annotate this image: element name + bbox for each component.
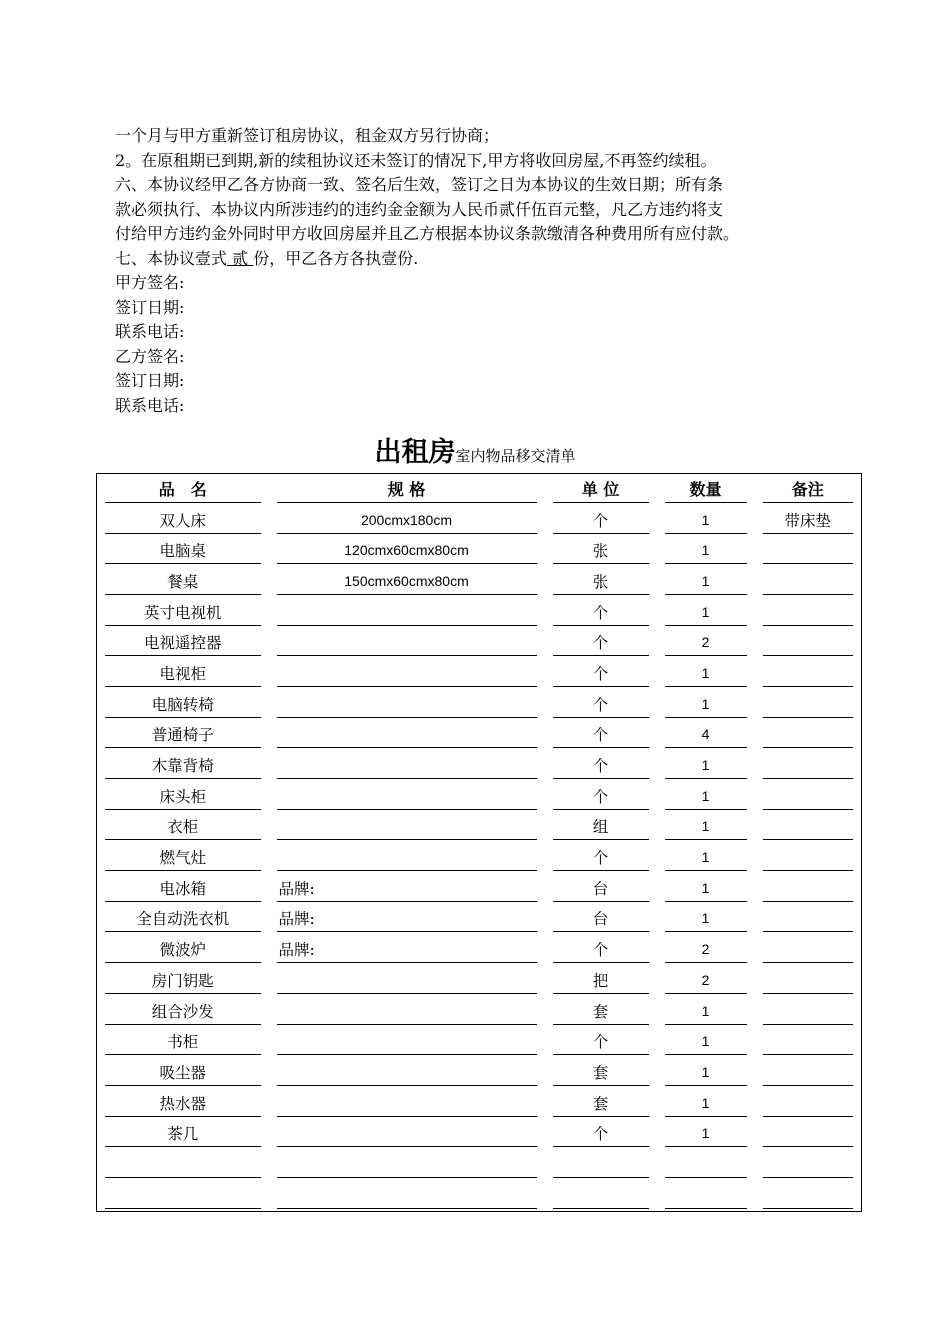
table-row xyxy=(97,627,862,658)
item-spec xyxy=(269,842,545,873)
table-row xyxy=(97,750,862,781)
table-row xyxy=(97,535,862,566)
title-sub: 室内物品移交清单 xyxy=(455,447,576,465)
item-qty: 1 xyxy=(657,535,755,566)
item-spec xyxy=(269,1180,545,1211)
item-note xyxy=(755,1118,862,1149)
item-name: 热水器 xyxy=(97,1088,269,1119)
text-line: 付给甲方违约金外同时甲方收回房屋并且乙方根据本协议条款缴清各种费用所有应付款。 xyxy=(115,224,740,243)
item-unit xyxy=(545,1149,657,1180)
table-row xyxy=(97,842,862,873)
item-spec: 品牌: xyxy=(269,904,545,935)
item-note xyxy=(755,627,862,658)
table-row xyxy=(97,904,862,935)
party-a-date-label: 签订日期: xyxy=(115,297,185,317)
item-name: 普通椅子 xyxy=(97,720,269,751)
item-name: 电脑转椅 xyxy=(97,689,269,720)
item-note xyxy=(755,1149,862,1180)
item-unit: 台 xyxy=(545,904,657,935)
item-unit: 个 xyxy=(545,1118,657,1149)
item-note xyxy=(755,781,862,812)
item-note xyxy=(755,934,862,965)
item-spec: 150cmx60cmx80cm xyxy=(269,566,545,597)
item-qty: 1 xyxy=(657,505,755,536)
table-row xyxy=(97,781,862,812)
item-name: 电冰箱 xyxy=(97,873,269,904)
item-unit: 个 xyxy=(545,781,657,812)
item-unit: 个 xyxy=(545,505,657,536)
item-unit: 张 xyxy=(545,566,657,597)
item-name: 组合沙发 xyxy=(97,996,269,1027)
item-note xyxy=(755,904,862,935)
item-note xyxy=(755,996,862,1027)
inventory-table xyxy=(96,473,862,1212)
table-row xyxy=(97,1057,862,1088)
table-row xyxy=(97,1118,862,1149)
table-row xyxy=(97,1026,862,1057)
party-b-phone-label: 联系电话: xyxy=(115,395,185,415)
table-row xyxy=(97,689,862,720)
item-note xyxy=(755,1026,862,1057)
item-name: 房门钥匙 xyxy=(97,965,269,996)
item-name: 燃气灶 xyxy=(97,842,269,873)
item-qty: 1 xyxy=(657,904,755,935)
item-name: 茶几 xyxy=(97,1118,269,1149)
item-spec xyxy=(269,1118,545,1149)
item-note xyxy=(755,566,862,597)
table-row xyxy=(97,597,862,628)
item-unit: 个 xyxy=(545,720,657,751)
item-qty: 1 xyxy=(657,566,755,597)
item-spec xyxy=(269,812,545,843)
table-row xyxy=(97,873,862,904)
item-unit: 个 xyxy=(545,1026,657,1057)
item-unit: 把 xyxy=(545,965,657,996)
item-name: 衣柜 xyxy=(97,812,269,843)
item-note xyxy=(755,658,862,689)
item-unit: 台 xyxy=(545,873,657,904)
item-spec xyxy=(269,1057,545,1088)
item-note: 带床垫 xyxy=(755,505,862,536)
item-name: 双人床 xyxy=(97,505,269,536)
inventory-body xyxy=(97,505,862,1211)
header-name: 品 名 xyxy=(97,474,269,505)
item-unit: 个 xyxy=(545,597,657,628)
item-qty: 1 xyxy=(657,842,755,873)
item-qty: 1 xyxy=(657,750,755,781)
item-spec xyxy=(269,781,545,812)
item-unit: 个 xyxy=(545,689,657,720)
item-qty: 1 xyxy=(657,597,755,628)
item-unit: 个 xyxy=(545,934,657,965)
text-line: 一个月与甲方重新签订租房协议，租金双方另行协商； xyxy=(115,126,500,145)
item-unit: 套 xyxy=(545,996,657,1027)
item-qty: 1 xyxy=(657,689,755,720)
item-spec xyxy=(269,1088,545,1119)
item-qty: 2 xyxy=(657,934,755,965)
item-note xyxy=(755,965,862,996)
item-note xyxy=(755,750,862,781)
item-spec xyxy=(269,689,545,720)
table-row xyxy=(97,965,862,996)
item-spec xyxy=(269,597,545,628)
item-name xyxy=(97,1180,269,1211)
item-spec xyxy=(269,965,545,996)
item-qty xyxy=(657,1180,755,1211)
item-unit: 个 xyxy=(545,658,657,689)
copies-prefix: 七、本协议壹式 xyxy=(115,248,228,268)
item-unit: 组 xyxy=(545,812,657,843)
item-note xyxy=(755,720,862,751)
item-note xyxy=(755,1180,862,1211)
item-qty xyxy=(657,1149,755,1180)
table-row xyxy=(97,996,862,1027)
header-unit: 单 位 xyxy=(545,474,657,505)
copies-suffix: 份，甲乙各方各执壹份. xyxy=(253,248,419,268)
item-note xyxy=(755,1088,862,1119)
header-note: 备注 xyxy=(755,474,862,505)
inventory-title xyxy=(0,430,950,469)
header-spec: 规 格 xyxy=(269,474,545,505)
table-row xyxy=(97,1088,862,1119)
table-header-row xyxy=(97,474,862,505)
item-spec xyxy=(269,1026,545,1057)
text-line: 2。在原租期已到期,新的续租协议还未签订的情况下,甲方将收回房屋,不再签约续租。 xyxy=(115,150,717,170)
item-name: 餐桌 xyxy=(97,566,269,597)
item-spec: 200cmx180cm xyxy=(269,505,545,536)
copies-line xyxy=(115,247,855,272)
table-row xyxy=(97,1180,862,1211)
item-unit: 个 xyxy=(545,627,657,658)
table-row xyxy=(97,934,862,965)
item-spec xyxy=(269,996,545,1027)
agreement-text xyxy=(115,124,855,418)
item-name: 电视遥控器 xyxy=(97,627,269,658)
item-qty: 1 xyxy=(657,1088,755,1119)
item-qty: 1 xyxy=(657,1057,755,1088)
table-row xyxy=(97,720,862,751)
item-unit xyxy=(545,1180,657,1211)
item-qty: 1 xyxy=(657,873,755,904)
item-spec xyxy=(269,658,545,689)
item-note xyxy=(755,597,862,628)
item-name: 微波炉 xyxy=(97,934,269,965)
item-name: 吸尘器 xyxy=(97,1057,269,1088)
item-name: 电视柜 xyxy=(97,658,269,689)
item-qty: 1 xyxy=(657,1026,755,1057)
item-qty: 1 xyxy=(657,812,755,843)
item-qty: 1 xyxy=(657,996,755,1027)
item-unit: 个 xyxy=(545,750,657,781)
party-a-phone-label: 联系电话: xyxy=(115,322,185,341)
item-name: 电脑桌 xyxy=(97,535,269,566)
item-qty: 2 xyxy=(657,965,755,996)
item-note xyxy=(755,873,862,904)
table-row xyxy=(97,658,862,689)
item-qty: 2 xyxy=(657,627,755,658)
item-name: 木靠背椅 xyxy=(97,750,269,781)
item-name: 英寸电视机 xyxy=(97,597,269,628)
item-unit: 套 xyxy=(545,1057,657,1088)
item-spec xyxy=(269,720,545,751)
text-line: 款必须执行、本协议内所涉违约的违约金金额为人民币贰仟伍百元整，凡乙方违约将支 xyxy=(115,199,724,219)
item-note xyxy=(755,1057,862,1088)
table-row xyxy=(97,812,862,843)
item-note xyxy=(755,535,862,566)
item-note xyxy=(755,689,862,720)
copies-count: 贰 xyxy=(227,248,254,268)
item-unit: 套 xyxy=(545,1088,657,1119)
item-name xyxy=(97,1149,269,1180)
item-unit: 个 xyxy=(545,842,657,873)
item-spec xyxy=(269,627,545,658)
item-unit: 张 xyxy=(545,535,657,566)
item-note xyxy=(755,812,862,843)
title-main: 出租房 xyxy=(374,437,456,468)
item-spec: 品牌: xyxy=(269,934,545,965)
text-line: 六、本协议经甲乙各方协商一致、签名后生效，签订之日为本协议的生效日期；所有条 xyxy=(115,175,724,194)
item-name: 床头柜 xyxy=(97,781,269,812)
item-spec: 品牌: xyxy=(269,873,545,904)
table-row xyxy=(97,1149,862,1180)
table-row xyxy=(97,566,862,597)
item-qty: 1 xyxy=(657,1118,755,1149)
header-qty: 数量 xyxy=(657,474,755,505)
party-b-signature-label: 乙方签名: xyxy=(115,346,185,366)
item-name: 书柜 xyxy=(97,1026,269,1057)
item-spec xyxy=(269,1149,545,1180)
item-qty: 4 xyxy=(657,720,755,751)
item-spec: 120cmx60cmx80cm xyxy=(269,535,545,566)
table-row xyxy=(97,505,862,536)
item-name: 全自动洗衣机 xyxy=(97,904,269,935)
item-spec xyxy=(269,750,545,781)
party-b-date-label: 签订日期: xyxy=(115,371,185,390)
item-qty: 1 xyxy=(657,781,755,812)
party-a-signature-label: 甲方签名: xyxy=(115,273,185,292)
item-note xyxy=(755,842,862,873)
item-qty: 1 xyxy=(657,658,755,689)
